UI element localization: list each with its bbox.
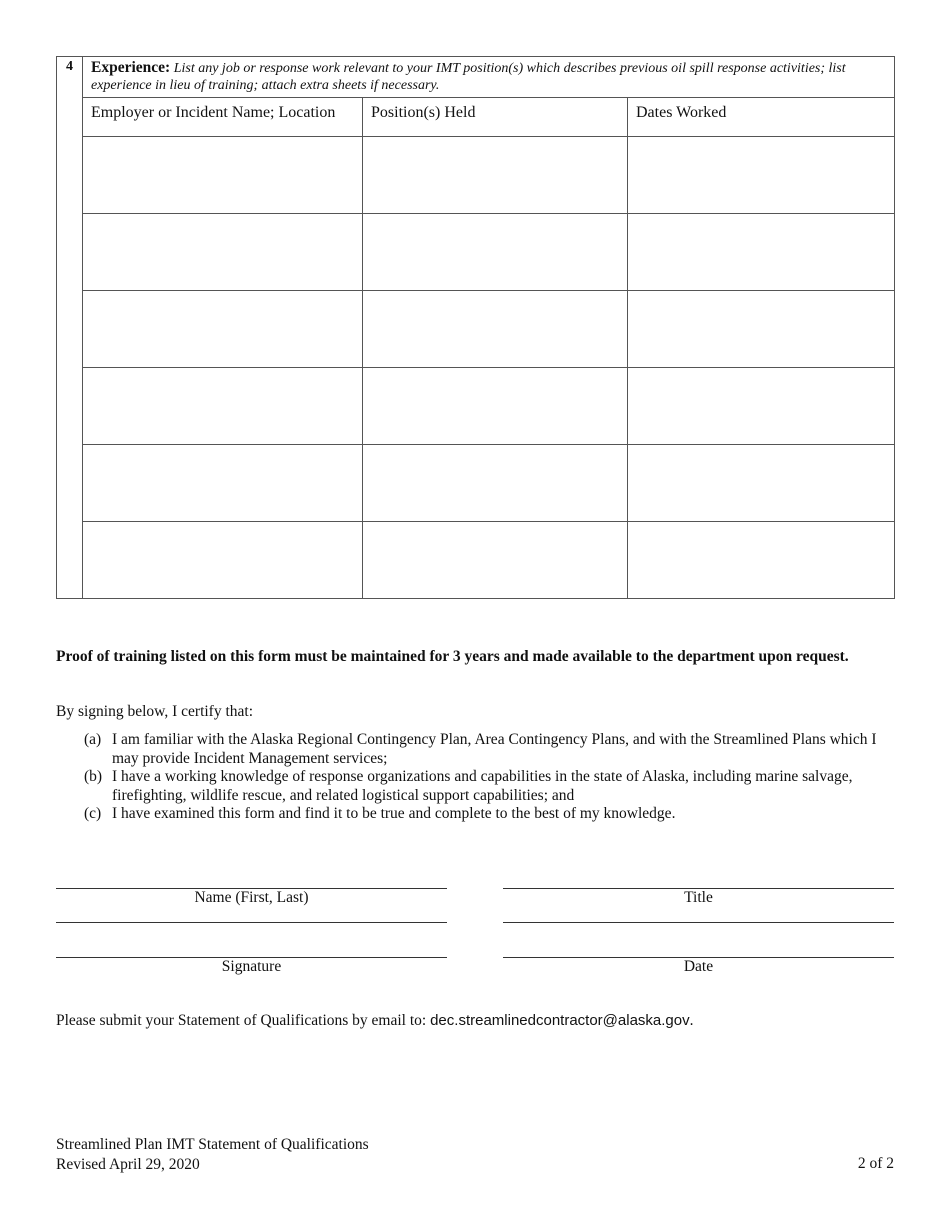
certification-text: I have examined this form and find it to be true and complete to the best of my knowledge.	[112, 805, 676, 822]
title-label: Title	[684, 889, 713, 906]
section-number: 4	[57, 57, 83, 599]
page-number: 2 of 2	[857, 1155, 894, 1172]
experience-table	[56, 56, 895, 599]
column-header-dates: Dates Worked	[628, 98, 895, 137]
employer-cell[interactable]	[83, 445, 363, 522]
section-title: Experience:	[91, 59, 171, 76]
employer-cell[interactable]	[83, 214, 363, 291]
section-instructions: List any job or response work relevant to your IMT position(s) which describes previous oil spill response activities; list experience in lieu of training; attach extra sheets if necessary.	[91, 61, 846, 93]
certification-list	[84, 731, 899, 824]
employer-cell[interactable]	[83, 368, 363, 445]
employer-cell[interactable]	[83, 291, 363, 368]
divider	[503, 922, 894, 923]
list-item	[84, 768, 899, 805]
table-row	[57, 368, 895, 445]
dates-cell[interactable]	[628, 291, 895, 368]
certification-text: I am familiar with the Alaska Regional Contingency Plan, Area Contingency Plans, and with the Streamlined Plans which I may provide Incident Management services;	[112, 731, 877, 767]
submit-end: .	[689, 1012, 694, 1029]
proof-notice: Proof of training listed on this form must be maintained for 3 years and made available to the department upon request.	[56, 648, 849, 665]
dates-cell[interactable]	[628, 445, 895, 522]
table-row	[57, 445, 895, 522]
certify-intro: By signing below, I certify that:	[56, 703, 254, 720]
section-header	[83, 57, 895, 98]
list-marker: (a)	[84, 731, 102, 748]
position-cell[interactable]	[363, 214, 628, 291]
position-cell[interactable]	[363, 445, 628, 522]
table-row	[57, 522, 895, 599]
email-link[interactable]: dec.streamlinedcontractor@alaska.gov	[430, 1012, 690, 1029]
dates-cell[interactable]	[628, 522, 895, 599]
column-header-position: Position(s) Held	[363, 98, 628, 137]
signature-label: Signature	[221, 958, 282, 975]
position-cell[interactable]	[363, 291, 628, 368]
dates-cell[interactable]	[628, 137, 895, 214]
divider	[56, 922, 447, 923]
position-cell[interactable]	[363, 522, 628, 599]
dates-cell[interactable]	[628, 214, 895, 291]
position-cell[interactable]	[363, 137, 628, 214]
position-cell[interactable]	[363, 368, 628, 445]
list-marker: (b)	[84, 768, 103, 785]
employer-cell[interactable]	[83, 522, 363, 599]
footer	[56, 1135, 369, 1175]
name-label: Name (First, Last)	[194, 889, 309, 906]
footer-form-name: Streamlined Plan IMT Statement of Qualifications	[56, 1136, 369, 1153]
footer-revised: Revised April 29, 2020	[56, 1156, 200, 1173]
list-item	[84, 805, 899, 824]
table-row	[57, 291, 895, 368]
column-header-employer: Employer or Incident Name; Location	[83, 98, 363, 137]
submit-text: Please submit your Statement of Qualifications by email to:	[56, 1012, 431, 1029]
table-row	[57, 214, 895, 291]
date-label: Date	[683, 958, 714, 975]
list-marker: (c)	[84, 805, 102, 822]
certification-text: I have a working knowledge of response organizations and capabilities in the state of Alaska, including marine salvage, firefighting, wildlife rescue, and related logistical support capabilities; and	[112, 768, 853, 804]
submit-instructions	[56, 1012, 694, 1030]
dates-cell[interactable]	[628, 368, 895, 445]
employer-cell[interactable]	[83, 137, 363, 214]
table-row	[57, 137, 895, 214]
list-item	[84, 731, 899, 768]
